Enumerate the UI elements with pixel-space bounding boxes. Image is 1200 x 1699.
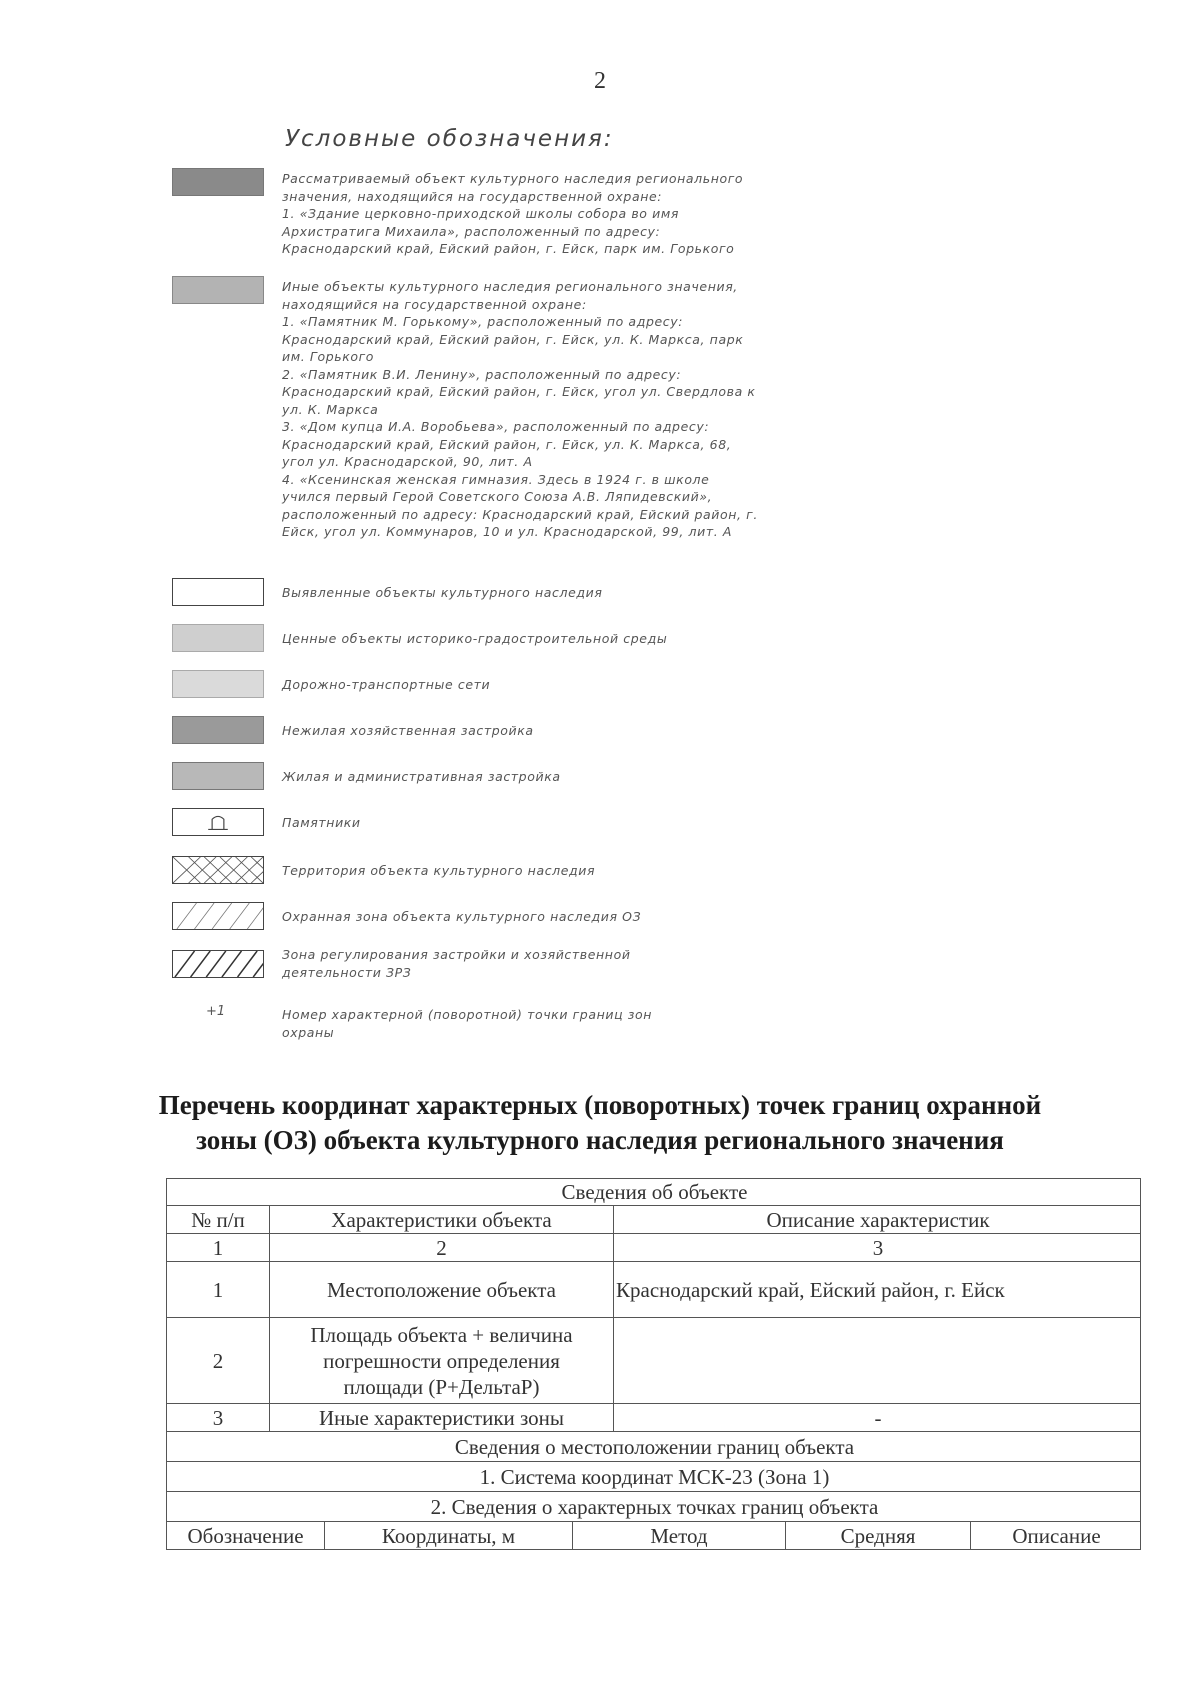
legend-text: [282, 908, 802, 926]
legend-line: Краснодарский край, Ейский район, г. Ейск, ул. К. Маркса, 68,: [282, 436, 732, 452]
diagonal-hatch-dense-icon: [172, 950, 264, 978]
table-row: [166, 1462, 1141, 1492]
row-desc: -: [613, 1404, 1142, 1431]
legend-line: Номер характерной (поворотной) точки границ зон: [282, 1007, 653, 1022]
legend-title: Условные обозначения:: [285, 126, 614, 152]
legend-line: охраны: [282, 1024, 335, 1040]
legend-swatch-roads: [172, 670, 264, 698]
legend-line: находящийся на государственной охране:: [282, 296, 587, 312]
legend-line: Зона регулирования застройки и хозяйственной: [282, 947, 631, 962]
table-row: [166, 1492, 1141, 1522]
legend-line: значения, находящийся на государственной охране:: [282, 188, 663, 204]
legend-line: учился первый Герой Советского Союза А.В. Ляпидевский»,: [282, 489, 713, 504]
row-num: 3: [212, 1405, 224, 1430]
col-header-char: Характеристики объекта: [269, 1206, 613, 1233]
legend-text: [282, 278, 802, 541]
diagonal-hatch-light-icon: [172, 902, 264, 930]
legend-text: [282, 1006, 802, 1041]
table-header-points: 2. Сведения о характерных точках границ объекта: [430, 1494, 879, 1519]
legend-line: 1. «Памятник М. Горькому», расположенный по адресу:: [282, 314, 684, 329]
legend-text: [282, 862, 802, 880]
col-index: 3: [613, 1234, 1142, 1261]
table-row: [166, 1432, 1141, 1462]
legend-text: [282, 584, 802, 602]
col-index: 1: [212, 1235, 224, 1260]
col-header-desc: Описание характеристик: [613, 1206, 1142, 1233]
point-marker-label: +1: [206, 1004, 226, 1019]
legend-text: [282, 630, 802, 648]
document-title-line: зоны (ОЗ) объекта культурного наследия регионального значения: [196, 1125, 1004, 1155]
row-char-line: погрешности определения: [323, 1348, 560, 1373]
row-char-line: Площадь объекта + величина: [310, 1322, 573, 1347]
row-desc: Краснодарский край, Ейский район, г. Ейск: [613, 1262, 1142, 1317]
legend-swatch-other-objects: [172, 276, 264, 304]
page-number: 2: [594, 68, 606, 94]
legend-line: Памятники: [282, 815, 361, 830]
legend-text: [282, 946, 802, 981]
legend-line: Территория объекта культурного наследия: [282, 863, 596, 878]
table-row: [166, 1234, 1141, 1262]
table-header-location: Сведения о местоположении границ объекта: [454, 1434, 855, 1459]
row-num: 2: [212, 1348, 224, 1373]
legend-line: Ценные объекты историко-градостроительной среды: [282, 631, 668, 646]
legend-line: 1. «Здание церковно-приходской школы собора во имя: [282, 206, 679, 221]
document-title: [0, 1088, 1200, 1158]
row-char: Местоположение объекта: [269, 1262, 613, 1317]
legend-line: Рассматриваемый объект культурного наследия регионального: [282, 171, 744, 186]
legend-text: [282, 170, 802, 258]
legend-text: [282, 814, 802, 832]
legend-line: угол ул. Краснодарской, 90, лит. А: [282, 454, 533, 469]
table-row: [166, 1178, 1141, 1206]
table-row: [166, 1318, 1141, 1404]
row-char: Иные характеристики зоны: [269, 1404, 613, 1431]
table-row: [166, 1206, 1141, 1234]
col-header-coordinates: Координаты, м: [324, 1522, 572, 1549]
legend-line: Иные объекты культурного наследия регионального значения,: [282, 279, 738, 294]
legend-line: Краснодарский край, Ейский район, г. Ейск, парк им. Горького: [282, 241, 735, 256]
legend-line: Краснодарский край, Ейский район, г. Ейск, угол ул. Свердлова к: [282, 384, 756, 399]
col-header-mean: Средняя: [785, 1522, 970, 1549]
legend-line: деятельности ЗРЗ: [282, 964, 412, 980]
legend-line: Охранная зона объекта культурного наследия ОЗ: [282, 909, 642, 924]
col-header-num: № п/п: [191, 1207, 245, 1232]
document-title-line: Перечень координат характерных (поворотных) точек границ охранной: [158, 1090, 1042, 1120]
col-header-description: Описание: [970, 1522, 1142, 1549]
row-char-line: площади (Р+ДельтаР): [343, 1374, 540, 1399]
legend-line: им. Горького: [282, 349, 375, 364]
col-header-designation: Обозначение: [187, 1523, 304, 1548]
legend-line: ул. К. Маркса: [282, 401, 379, 417]
row-char: [269, 1318, 613, 1403]
monument-icon: [172, 808, 264, 836]
legend-line: Нежилая хозяйственная застройка: [282, 723, 534, 738]
legend-line: Ейск, угол ул. Коммунаров, 10 и ул. Краснодарской, 99, лит. А: [282, 524, 733, 539]
legend-text: [282, 768, 802, 786]
table-row: [166, 1262, 1141, 1318]
legend-line: расположенный по адресу: Краснодарский край, Ейский район, г.: [282, 506, 758, 522]
row-num: 1: [212, 1277, 224, 1302]
legend-line: Дорожно-транспортные сети: [282, 677, 491, 692]
legend-line: 2. «Памятник В.И. Ленину», расположенный по адресу:: [282, 366, 682, 382]
crosshatch-pattern-icon: [172, 856, 264, 884]
legend-text: [282, 722, 802, 740]
legend-text: [282, 676, 802, 694]
legend-swatch-valuable: [172, 624, 264, 652]
legend-line: Краснодарский край, Ейский район, г. Ейск, ул. К. Маркса, парк: [282, 331, 744, 347]
legend-line: Жилая и административная застройка: [282, 769, 561, 784]
col-header-method: Метод: [572, 1522, 785, 1549]
col-index: 2: [269, 1234, 613, 1261]
legend-swatch-main-object: [172, 168, 264, 196]
coord-system: 1. Система координат МСК-23 (Зона 1): [479, 1464, 830, 1489]
legend-swatch-residential: [172, 762, 264, 790]
table-row: [166, 1522, 1141, 1550]
legend-swatch-nonresidential: [172, 716, 264, 744]
legend-line: 4. «Ксенинская женская гимназия. Здесь в 1924 г. в школе: [282, 471, 710, 487]
table-row: [166, 1404, 1141, 1432]
legend-line: Выявленные объекты культурного наследия: [282, 585, 603, 600]
legend-line: 3. «Дом купца И.А. Воробьева», расположенный по адресу:: [282, 419, 710, 434]
table-header-object: Сведения об объекте: [561, 1180, 748, 1204]
row-desc: [613, 1318, 1142, 1403]
legend-swatch-identified: [172, 578, 264, 606]
legend-line: Архистратига Михаила», расположенный по адресу:: [282, 223, 661, 239]
